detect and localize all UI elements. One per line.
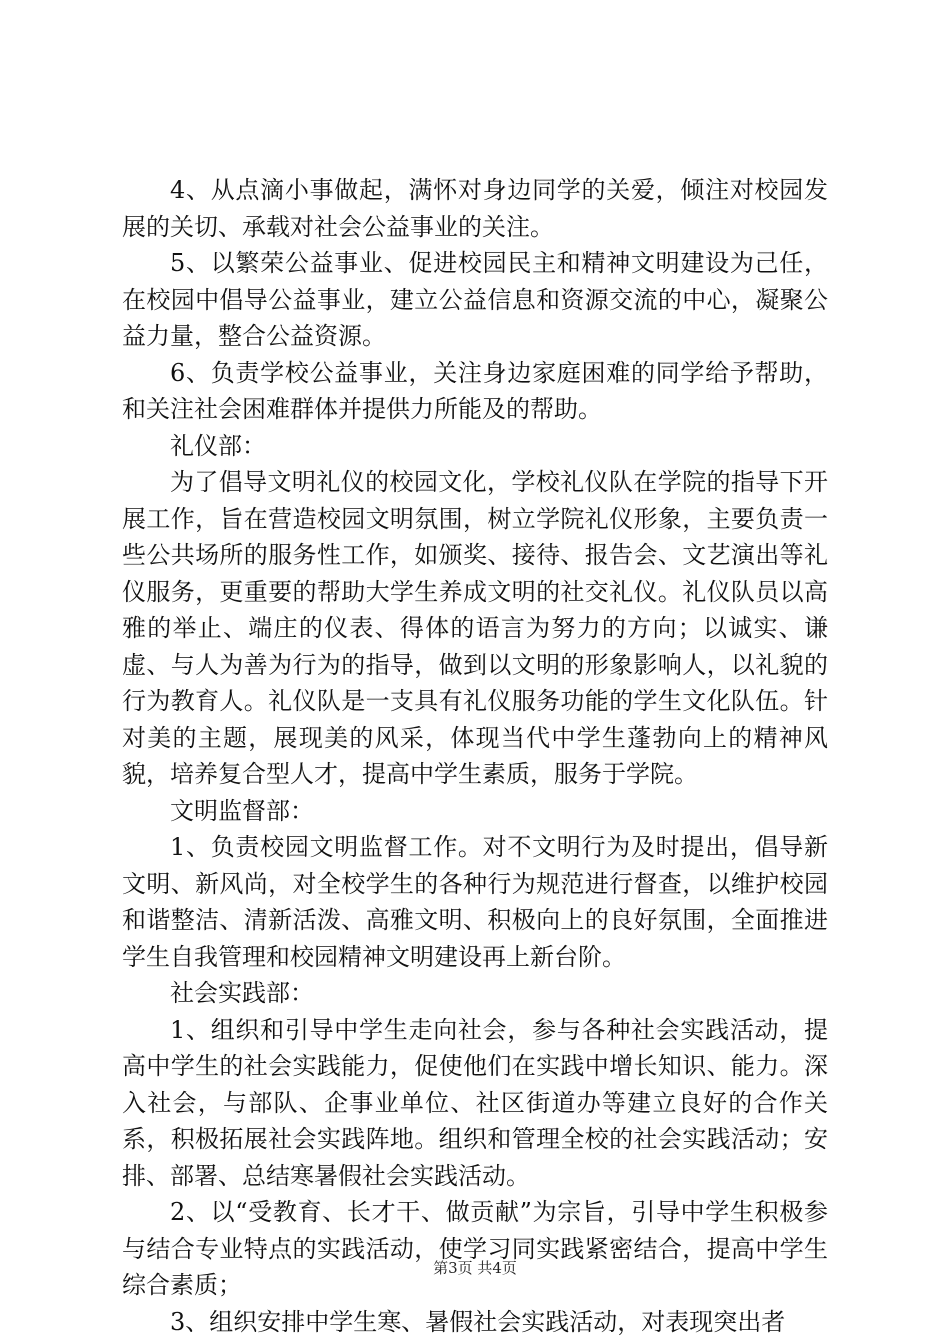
heading-etiquette-dept: 礼仪部： (170, 431, 266, 460)
heading-social-practice-dept: 社会实践部： (170, 979, 314, 1007)
page-number-footer: 第3页 共4页 (433, 1259, 517, 1277)
paragraph-etiquette: 为了倡导文明礼仪的校园文化，学校礼仪队在学院的指导下开展工作，旨在营造校园文明氛围，树立学院礼仪形象，主要负责一些公共场所的服务性工作，如颁奖、接待、报告会、文艺演出等礼仪服务，更重要的帮助大学生养成文明的社交礼仪。礼仪队员以高雅的举止、端庄的仪表、得体的语言为努力的方向；以诚实、谦虚、与人为善为行为的指导，做到以文明的形象影响人，以礼貌的行为教育人。礼仪队是一支具有礼仪服务功能的学生文化队伍。针对美的主题，展现美的风采，体现当代中学生蓬勃向上的精神风貌，培养复合型人才，提高中学生素质，服务于学院。 (122, 468, 828, 788)
paragraph-supervision-1: 1、负责校园文明监督工作。对不文明行为及时提出，倡导新文明、新风尚，对全校学生的各种行为规范进行督查，以维护校园和谐整洁、清新活泼、高雅文明、积极向上的良好氛围，全面推进学生自我管理和校园精神文明建设再上新台阶。 (122, 833, 828, 971)
document-body (122, 172, 828, 1340)
paragraph-4: 4、从点滴小事做起，满怀对身边同学的关爱，倾注对校园发展的关切、承载对社会公益事业的关注。 (122, 176, 828, 241)
paragraph-practice-3: 3、组织安排中学生寒、暑假社会实践活动，对表现突出者 (170, 1307, 786, 1336)
paragraph-practice-1: 1、组织和引导中学生走向社会，参与各种社会实践活动，提高中学生的社会实践能力，促使他们在实践中增长知识、能力。深入社会，与部队、企事业单位、社区街道办等建立良好的合作关系，积极拓展社会实践阵地。组织和管理全校的社会实践活动；安排、部署、总结寒暑假社会实践活动。 (122, 1015, 828, 1190)
paragraph-6: 6、负责学校公益事业，关注身边家庭困难的同学给予帮助，和关注社会困难群体并提供力所能及的帮助。 (122, 358, 828, 423)
paragraph-practice-2: 2、以“受教育、长才干、做贡献”为宗旨，引导中学生积极参与结合专业特点的实践活动，使学习同实践紧密结合，提高中学生综合素质； (122, 1198, 828, 1299)
paragraph-5: 5、以繁荣公益事业、促进校园民主和精神文明建设为己任，在校园中倡导公益事业，建立公益信息和资源交流的中心，凝聚公益力量，整合公益资源。 (122, 249, 828, 350)
heading-civility-supervision-dept: 文明监督部： (170, 796, 314, 825)
